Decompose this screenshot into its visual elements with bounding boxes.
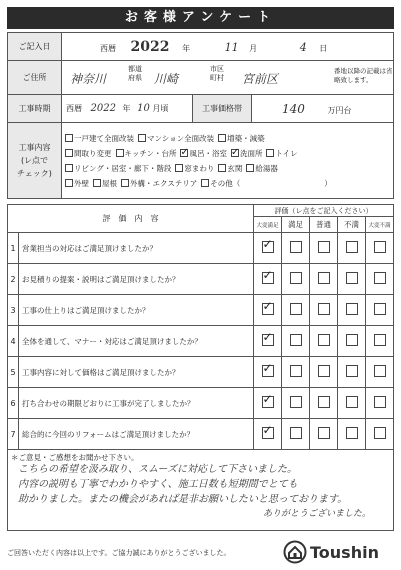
rating-cell <box>254 295 282 326</box>
checkbox[interactable] <box>246 164 254 172</box>
rating-column-header: 満足 <box>282 217 310 233</box>
rating-cell <box>254 264 282 295</box>
rating-checkbox[interactable] <box>374 241 386 253</box>
rating-cell <box>338 388 366 419</box>
rating-checkbox[interactable] <box>262 396 274 408</box>
work-option-label: その他（ <box>210 178 241 188</box>
question-text: 工事内容に対して価格はご満足頂けましたか？ <box>19 357 254 388</box>
house-logo-icon <box>283 540 307 564</box>
info-table <box>7 32 394 199</box>
rating-cell <box>310 357 338 388</box>
comment-text: こちらの希望を汲み取り、スムーズに対応して下さいました。 内容の説明も丁寧でわかりやすく、施工日数も短期間でとても 助かりました。またの機会があれば是非お願いしたいと思っております。 ありがとうございました。 <box>18 464 372 519</box>
work-option-label: リビング・居室・廊下・階段 <box>74 163 172 173</box>
price-value: 140 万円台 <box>252 95 394 123</box>
rating-cell <box>282 357 310 388</box>
work-option-label: ） <box>324 178 332 188</box>
rating-cell <box>310 419 338 450</box>
rating-header: 評価（レ点をご記入ください） <box>254 205 394 217</box>
price-amount[interactable]: 140 <box>282 101 305 116</box>
rating-checkbox[interactable] <box>290 334 302 346</box>
date-year[interactable]: 2022 <box>130 38 170 55</box>
rating-cell <box>254 326 282 357</box>
work-option[interactable] <box>180 146 227 161</box>
question-number: 5 <box>8 357 19 388</box>
rating-checkbox[interactable] <box>374 303 386 315</box>
work-option-label: 増築・減築 <box>227 133 265 143</box>
date-day[interactable]: 4 <box>299 40 307 54</box>
rating-checkbox[interactable] <box>374 427 386 439</box>
rating-cell <box>254 419 282 450</box>
checkbox[interactable] <box>180 149 188 157</box>
work-option-label: 窓まわり <box>184 163 215 173</box>
question-text: お見積りの提案・説明はご満足頂けましたか？ <box>19 264 254 295</box>
work-content-row <box>65 161 393 176</box>
price-label: 工事価格帯 <box>193 95 252 123</box>
work-option-label: マンション全面改装 <box>147 133 215 143</box>
rating-checkbox[interactable] <box>346 396 358 408</box>
rating-cell <box>366 419 394 450</box>
work-content-options <box>62 123 394 199</box>
page-title: お客様アンケート <box>7 7 394 29</box>
work-content-row <box>65 176 393 191</box>
company-logo <box>283 540 379 564</box>
checkbox[interactable] <box>201 179 209 187</box>
work-option-label: キッチン・台所 <box>124 148 177 158</box>
checkbox[interactable] <box>116 149 124 157</box>
rating-cell <box>366 264 394 295</box>
work-content-label: 工事内容 (レ点で チェック) <box>8 123 62 199</box>
checkbox[interactable] <box>65 164 73 172</box>
work-option[interactable] <box>218 161 242 176</box>
checkbox[interactable] <box>175 164 183 172</box>
checkbox[interactable] <box>121 179 129 187</box>
address-prefecture[interactable]: 神奈川 <box>70 72 107 86</box>
rating-checkbox[interactable] <box>262 241 274 253</box>
company-name: Toushin <box>310 542 379 562</box>
rating-checkbox[interactable] <box>290 365 302 377</box>
work-option-label: 給湯器 <box>255 163 278 173</box>
rating-checkbox[interactable] <box>318 303 330 315</box>
rating-cell <box>310 295 338 326</box>
rating-cell <box>282 264 310 295</box>
address-city[interactable]: 川崎 <box>154 72 179 86</box>
work-option-label: 一戸建て全面改装 <box>74 133 134 143</box>
rating-checkbox[interactable] <box>374 365 386 377</box>
work-option[interactable] <box>324 176 332 191</box>
rating-cell <box>338 264 366 295</box>
question-text: 打ち合わせの期限どおりに工事が完了しましたか？ <box>19 388 254 419</box>
work-content-row <box>65 146 393 161</box>
rating-checkbox[interactable] <box>262 427 274 439</box>
rating-checkbox[interactable] <box>374 272 386 284</box>
rating-cell <box>338 419 366 450</box>
rating-checkbox[interactable] <box>374 396 386 408</box>
rating-checkbox[interactable] <box>290 396 302 408</box>
rating-checkbox[interactable] <box>346 241 358 253</box>
rating-cell <box>310 326 338 357</box>
question-number: 2 <box>8 264 19 295</box>
address-row: 神奈川 都道府県 川崎 市区町村 宮前区 番地以降の記載は省略致します。 <box>62 61 394 95</box>
rating-cell <box>310 388 338 419</box>
rating-checkbox[interactable] <box>346 427 358 439</box>
rating-column-header: 大変不満 <box>366 217 394 233</box>
rating-checkbox[interactable] <box>290 427 302 439</box>
checkbox[interactable] <box>65 134 73 142</box>
rating-checkbox[interactable] <box>262 334 274 346</box>
work-option-label: 洗面所 <box>239 148 263 158</box>
work-month[interactable]: 10 <box>137 103 150 114</box>
address-ward[interactable]: 宮前区 <box>242 72 279 86</box>
work-option[interactable] <box>138 131 214 146</box>
question-text: 総合的に今回のリフォームはご満足頂けましたか？ <box>19 419 254 450</box>
rating-cell <box>366 295 394 326</box>
rating-checkbox[interactable] <box>374 334 386 346</box>
work-option[interactable] <box>246 161 278 176</box>
date-month[interactable]: 11 <box>224 40 239 54</box>
rating-checkbox[interactable] <box>262 365 274 377</box>
rating-checkbox[interactable] <box>346 272 358 284</box>
footer-note: ご回答いただく内容は以上です。ご協力誠にありがとうございました。 <box>7 549 231 557</box>
question-number: 7 <box>8 419 19 450</box>
work-option[interactable] <box>93 176 117 191</box>
question-text: 工事の仕上りはご満足頂けましたか？ <box>19 295 254 326</box>
checkbox[interactable] <box>93 179 101 187</box>
rating-checkbox[interactable] <box>346 365 358 377</box>
rating-checkbox[interactable] <box>290 241 302 253</box>
rating-cell <box>282 419 310 450</box>
comment-label: ＊ご意見・ご感想をお聞かせ下さい。 <box>11 453 139 462</box>
date-label: ご記入日 <box>8 33 62 61</box>
question-row <box>8 419 394 450</box>
question-row <box>8 233 394 264</box>
rating-cell <box>366 326 394 357</box>
rating-checkbox[interactable] <box>318 396 330 408</box>
checkbox[interactable] <box>65 149 73 157</box>
question-row <box>8 388 394 419</box>
question-text: 全体を通して、マナー・対応はご満足頂けましたか？ <box>19 326 254 357</box>
work-option-label: 外壁 <box>74 178 89 188</box>
work-option[interactable] <box>65 146 112 161</box>
comment-box[interactable] <box>7 449 394 531</box>
question-row <box>8 295 394 326</box>
work-option-label: 屋根 <box>102 178 117 188</box>
rating-checkbox[interactable] <box>262 303 274 315</box>
address-label: ご住所 <box>8 61 62 95</box>
rating-checkbox[interactable] <box>346 303 358 315</box>
work-option[interactable] <box>218 131 265 146</box>
rating-checkbox[interactable] <box>290 303 302 315</box>
rating-cell <box>310 233 338 264</box>
rating-column-header: 大変満足 <box>254 217 282 233</box>
checkbox[interactable] <box>266 149 274 157</box>
work-option-label: 風呂・浴室 <box>189 148 227 158</box>
work-option[interactable] <box>175 161 214 176</box>
checkbox[interactable] <box>138 134 146 142</box>
question-row <box>8 264 394 295</box>
rating-checkbox[interactable] <box>318 241 330 253</box>
rating-cell <box>338 233 366 264</box>
question-rows <box>8 233 394 450</box>
rating-cell <box>282 388 310 419</box>
work-option[interactable] <box>116 146 177 161</box>
rating-cell <box>282 233 310 264</box>
evaluation-table <box>7 204 394 450</box>
question-row <box>8 326 394 357</box>
rating-checkbox[interactable] <box>318 427 330 439</box>
work-option-label: 玄関 <box>227 163 243 173</box>
date-row: 西暦 2022 年 11 月 4 日 <box>62 33 394 61</box>
work-option[interactable] <box>266 146 297 161</box>
rating-cell <box>366 233 394 264</box>
rating-checkbox[interactable] <box>346 334 358 346</box>
rating-cell <box>366 388 394 419</box>
question-number: 1 <box>8 233 19 264</box>
work-content-rows <box>65 131 393 191</box>
question-text: 営業担当の対応はご満足頂けましたか？ <box>19 233 254 264</box>
work-option[interactable] <box>65 176 89 191</box>
work-period-value: 西暦 2022 年 10 月頃 <box>62 95 193 123</box>
rating-checkbox[interactable] <box>318 365 330 377</box>
question-row <box>8 357 394 388</box>
rating-cell <box>338 295 366 326</box>
rating-checkbox[interactable] <box>262 272 274 284</box>
rating-cell <box>282 326 310 357</box>
work-option[interactable] <box>231 146 263 161</box>
work-option[interactable] <box>121 176 197 191</box>
address-note: 番地以降の記載は省略致します。 <box>334 67 393 84</box>
rating-column-header: 不満 <box>338 217 366 233</box>
question-number: 4 <box>8 326 19 357</box>
rating-cell <box>254 233 282 264</box>
rating-cell <box>338 326 366 357</box>
checkbox[interactable] <box>218 134 226 142</box>
rating-column-header: 普通 <box>310 217 338 233</box>
work-option-label: 間取り変更 <box>74 148 112 158</box>
work-option-label: 外構・エクステリア <box>130 178 198 188</box>
checkbox[interactable] <box>218 164 226 172</box>
rating-cell <box>282 295 310 326</box>
evaluation-header: 評 価 内 容 <box>8 205 254 233</box>
work-option[interactable] <box>201 176 240 191</box>
rating-cell <box>366 357 394 388</box>
work-year[interactable]: 2022 <box>90 103 116 114</box>
work-option[interactable] <box>65 161 171 176</box>
rating-checkbox[interactable] <box>318 334 330 346</box>
work-period-label: 工事時期 <box>8 95 62 123</box>
rating-cell <box>338 357 366 388</box>
question-number: 3 <box>8 295 19 326</box>
rating-cell <box>254 388 282 419</box>
work-option-label: トイレ <box>275 148 298 158</box>
rating-cell <box>310 264 338 295</box>
rating-checkbox[interactable] <box>318 272 330 284</box>
work-option[interactable] <box>65 131 134 146</box>
rating-checkbox[interactable] <box>290 272 302 284</box>
checkbox[interactable] <box>231 149 239 157</box>
checkbox[interactable] <box>65 179 73 187</box>
rating-cell <box>254 357 282 388</box>
work-content-row <box>65 131 393 146</box>
question-number: 6 <box>8 388 19 419</box>
